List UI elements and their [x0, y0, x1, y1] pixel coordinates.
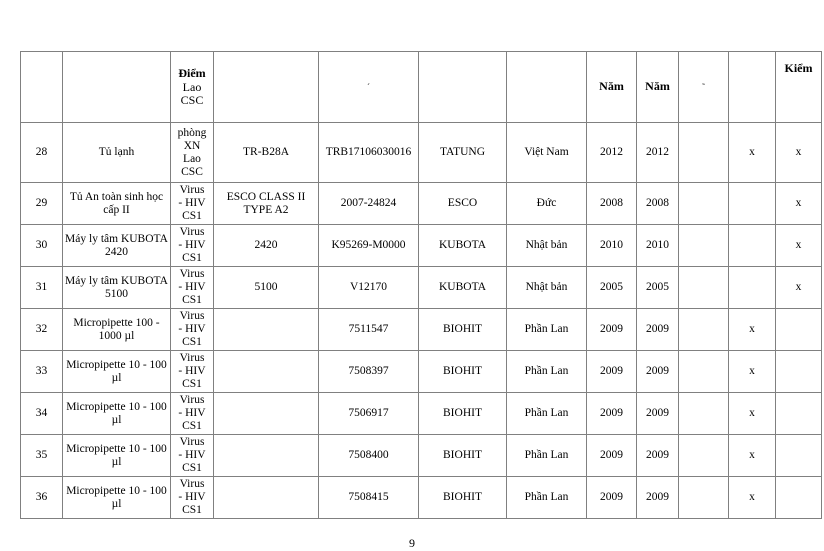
cell-col12: [776, 435, 822, 477]
header-cell-year1: [587, 52, 637, 123]
header-cell-check: [776, 52, 822, 123]
cell-year1: 2009: [587, 351, 637, 393]
cell-location: Virus - HIV CS1: [171, 393, 214, 435]
cell-brand: KUBOTA: [419, 267, 507, 309]
cell-brand: BIOHIT: [419, 351, 507, 393]
cell-year1: 2012: [587, 123, 637, 183]
cell-col12: x: [776, 267, 822, 309]
cell-year1: 2009: [587, 309, 637, 351]
cell-location: Virus - HIV CS1: [171, 351, 214, 393]
header-location-continuation: Lao CSC: [180, 80, 204, 107]
cell-model: [214, 351, 319, 393]
cell-year1: 2010: [587, 225, 637, 267]
cell-year2: 2010: [637, 225, 679, 267]
cell-col10: [679, 183, 729, 225]
equipment-table: [20, 51, 822, 519]
cell-col11: x: [729, 435, 776, 477]
cell-origin: Đức: [507, 183, 587, 225]
cell-serial: 7506917: [319, 393, 419, 435]
cell-model: [214, 309, 319, 351]
header-year1-label: Năm: [599, 80, 624, 93]
cell-year2: 2005: [637, 267, 679, 309]
table-row: [21, 309, 822, 351]
cell-brand: KUBOTA: [419, 225, 507, 267]
cell-no: 33: [21, 351, 63, 393]
cell-col12: x: [776, 183, 822, 225]
cell-col10: [679, 267, 729, 309]
cell-brand: BIOHIT: [419, 393, 507, 435]
cell-year1: 2009: [587, 435, 637, 477]
cell-brand: BIOHIT: [419, 309, 507, 351]
header-location-label: Điểm: [178, 67, 206, 80]
table-row: [21, 393, 822, 435]
cell-year1: 2008: [587, 183, 637, 225]
cell-col12: x: [776, 225, 822, 267]
table-body: [21, 52, 822, 519]
cell-origin: Nhật bản: [507, 267, 587, 309]
cell-name: Micropipette 10 - 100 µl: [63, 351, 171, 393]
cell-serial: V12170: [319, 267, 419, 309]
cell-year1: 2009: [587, 477, 637, 519]
cell-col11: x: [729, 393, 776, 435]
cell-location: Virus - HIV CS1: [171, 267, 214, 309]
cell-no: 32: [21, 309, 63, 351]
header-cell-col10: [679, 52, 729, 123]
cell-no: 30: [21, 225, 63, 267]
header-cell-name: [63, 52, 171, 123]
cell-no: 28: [21, 123, 63, 183]
cell-origin: Phần Lan: [507, 393, 587, 435]
cell-name: Máy ly tâm KUBOTA 5100: [63, 267, 171, 309]
cell-no: 35: [21, 435, 63, 477]
cell-location: Virus - HIV CS1: [171, 183, 214, 225]
cell-year2: 2012: [637, 123, 679, 183]
cell-name: Micropipette 10 - 100 µl: [63, 393, 171, 435]
cell-origin: Phần Lan: [507, 435, 587, 477]
header-cell-year2: [637, 52, 679, 123]
table-row: [21, 351, 822, 393]
cell-model: TR-B28A: [214, 123, 319, 183]
cell-model: ESCO CLASS II TYPE A2: [214, 183, 319, 225]
cell-col11: [729, 183, 776, 225]
cell-model: [214, 477, 319, 519]
cell-year2: 2009: [637, 435, 679, 477]
header-year2-label: Năm: [645, 80, 670, 93]
cell-col10: [679, 309, 729, 351]
cell-origin: Phần Lan: [507, 351, 587, 393]
cell-no: 31: [21, 267, 63, 309]
cell-col10: [679, 123, 729, 183]
cell-location: Virus - HIV CS1: [171, 225, 214, 267]
table-row: [21, 477, 822, 519]
cell-col12: [776, 477, 822, 519]
cell-col11: x: [729, 351, 776, 393]
cell-col12: [776, 309, 822, 351]
cell-model: 2420: [214, 225, 319, 267]
cell-origin: Việt Nam: [507, 123, 587, 183]
cell-col11: [729, 267, 776, 309]
cell-name: Micropipette 10 - 100 µl: [63, 435, 171, 477]
cell-origin: Phần Lan: [507, 309, 587, 351]
cell-location: Virus - HIV CS1: [171, 309, 214, 351]
cell-brand: BIOHIT: [419, 435, 507, 477]
cell-col11: x: [729, 309, 776, 351]
cell-year1: 2009: [587, 393, 637, 435]
cell-col12: x: [776, 123, 822, 183]
cell-model: 5100: [214, 267, 319, 309]
cell-name: Micropipette 10 - 100 µl: [63, 477, 171, 519]
table-row: [21, 123, 822, 183]
cell-serial: 2007-24824: [319, 183, 419, 225]
table-row: [21, 225, 822, 267]
header-cell-col11: [729, 52, 776, 123]
cell-serial: 7511547: [319, 309, 419, 351]
cell-serial: 7508400: [319, 435, 419, 477]
cell-no: 36: [21, 477, 63, 519]
header-cell-location: [171, 52, 214, 123]
cell-year2: 2009: [637, 393, 679, 435]
cell-col12: [776, 393, 822, 435]
header-col10-mark: ˜: [702, 82, 705, 92]
cell-serial: TRB17106030016: [319, 123, 419, 183]
cell-col10: [679, 477, 729, 519]
cell-location: Virus - HIV CS1: [171, 477, 214, 519]
cell-model: [214, 393, 319, 435]
cell-name: Máy ly tâm KUBOTA 2420: [63, 225, 171, 267]
cell-location: phòng XN Lao CSC: [171, 123, 214, 183]
cell-model: [214, 435, 319, 477]
cell-col11: [729, 225, 776, 267]
header-cell-origin: [507, 52, 587, 123]
cell-year2: 2009: [637, 309, 679, 351]
cell-year1: 2005: [587, 267, 637, 309]
cell-serial: 7508397: [319, 351, 419, 393]
cell-brand: BIOHIT: [419, 477, 507, 519]
cell-name: Micropipette 100 - 1000 µl: [63, 309, 171, 351]
header-serial-mark: ´: [367, 82, 370, 92]
cell-year2: 2008: [637, 183, 679, 225]
table-row: [21, 267, 822, 309]
header-cell-no: [21, 52, 63, 123]
cell-name: Tủ An toàn sinh học cấp II: [63, 183, 171, 225]
cell-serial: K95269-M0000: [319, 225, 419, 267]
cell-no: 29: [21, 183, 63, 225]
cell-name: Tủ lạnh: [63, 123, 171, 183]
cell-brand: ESCO: [419, 183, 507, 225]
table-row: [21, 183, 822, 225]
cell-no: 34: [21, 393, 63, 435]
cell-year2: 2009: [637, 477, 679, 519]
cell-origin: Phần Lan: [507, 477, 587, 519]
header-check-label: Kiểm: [784, 61, 813, 75]
cell-col11: x: [729, 477, 776, 519]
cell-col12: [776, 351, 822, 393]
cell-serial: 7508415: [319, 477, 419, 519]
header-cell-model: [214, 52, 319, 123]
cell-col11: x: [729, 123, 776, 183]
header-cell-brand: [419, 52, 507, 123]
header-cell-serial: [319, 52, 419, 123]
cell-col10: [679, 225, 729, 267]
cell-col10: [679, 435, 729, 477]
cell-origin: Nhật bản: [507, 225, 587, 267]
cell-location: Virus - HIV CS1: [171, 435, 214, 477]
cell-col10: [679, 351, 729, 393]
cell-brand: TATUNG: [419, 123, 507, 183]
table-row: [21, 435, 822, 477]
header-row: [21, 52, 822, 123]
page-number: 9: [409, 536, 415, 550]
cell-col10: [679, 393, 729, 435]
cell-year2: 2009: [637, 351, 679, 393]
